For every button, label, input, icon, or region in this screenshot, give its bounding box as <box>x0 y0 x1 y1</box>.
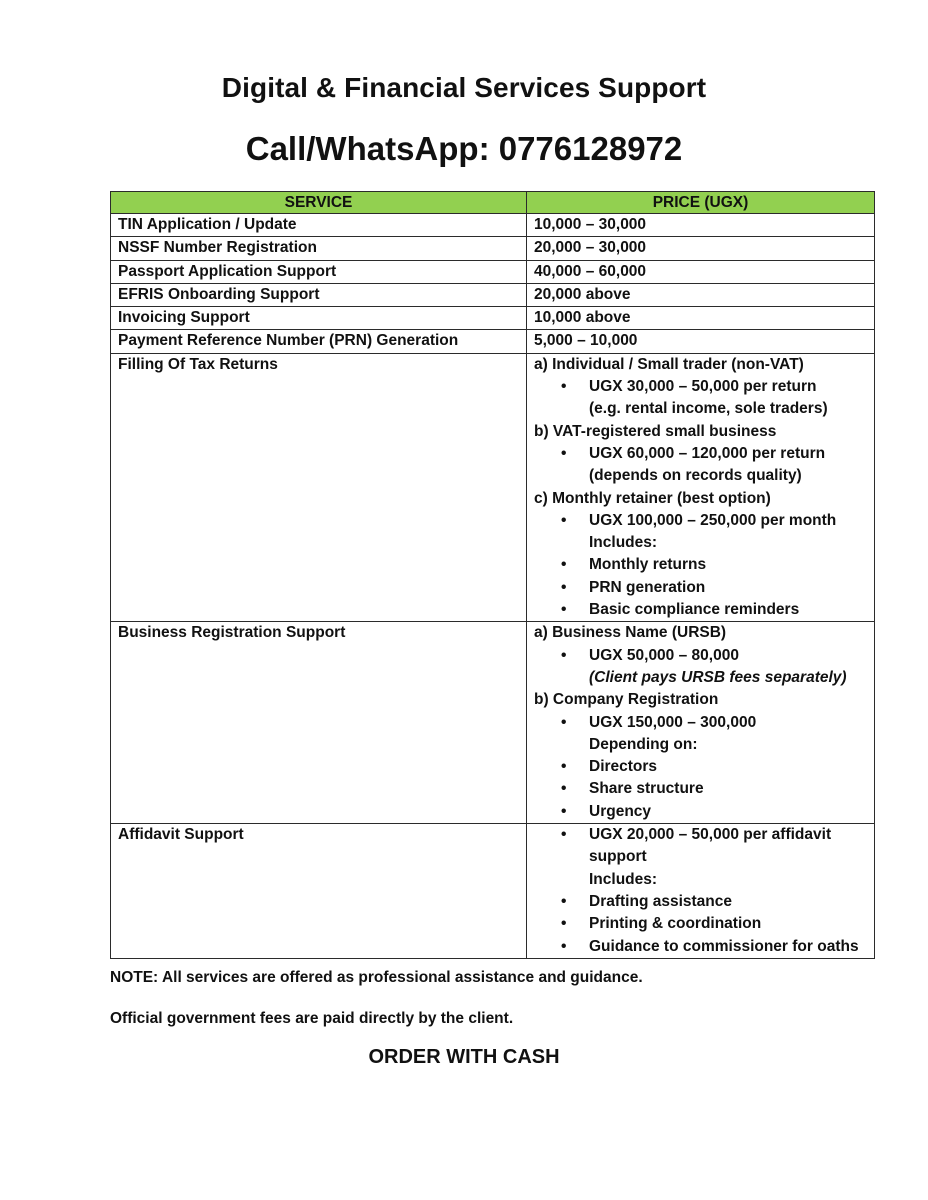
order-with-cash: ORDER WITH CASH <box>368 1046 560 1068</box>
price-bullet: • UGX 100,000 – 250,000 per month <box>534 510 867 532</box>
price-cell: 10,000 above <box>527 307 875 330</box>
list-item: • Printing & coordination <box>534 913 867 935</box>
includes-label: Includes: <box>589 870 658 888</box>
price-bullet: • UGX 60,000 – 120,000 per return <box>534 443 867 465</box>
option-header: c) Monthly retainer (best option) <box>534 489 771 507</box>
list-item: • Guidance to commissioner for oaths <box>534 936 867 958</box>
list-item: • Directors <box>534 756 867 778</box>
service-cell: Affidavit Support <box>111 824 527 959</box>
service-cell: Payment Reference Number (PRN) Generation <box>111 330 527 353</box>
pricing-table <box>110 191 875 959</box>
depending-label: Depending on: <box>589 735 698 753</box>
price-note: (e.g. rental income, sole traders) <box>589 400 828 418</box>
price-bullet: • UGX 30,000 – 50,000 per return <box>534 376 867 398</box>
option-header: b) VAT-registered small business <box>534 422 777 440</box>
column-header-price: PRICE (UGX) <box>527 192 875 214</box>
price-bullet: • UGX 20,000 – 50,000 per affidavit support <box>534 824 867 869</box>
option-header: b) Company Registration <box>534 691 719 709</box>
option-header: a) Individual / Small trader (non-VAT) <box>534 355 804 373</box>
table-row <box>111 260 875 283</box>
price-cell: 10,000 – 30,000 <box>527 214 875 237</box>
option-header: a) Business Name (URSB) <box>534 624 727 642</box>
table-row <box>111 283 875 306</box>
price-cell <box>527 622 875 824</box>
table-row <box>111 307 875 330</box>
fees-note: Official government fees are paid directly by the client. <box>110 1010 514 1027</box>
table-row-tax-returns <box>111 353 875 622</box>
price-cell: 20,000 above <box>527 283 875 306</box>
price-cell: 5,000 – 10,000 <box>527 330 875 353</box>
service-cell: TIN Application / Update <box>111 214 527 237</box>
table-header-row <box>111 192 875 214</box>
price-bullet: • UGX 150,000 – 300,000 <box>534 712 867 734</box>
service-cell: Invoicing Support <box>111 307 527 330</box>
table-row <box>111 237 875 260</box>
contact-line: Call/WhatsApp: 0776128972 <box>245 130 683 167</box>
price-note: (depends on records quality) <box>589 467 802 485</box>
service-cell: Filling Of Tax Returns <box>111 353 527 622</box>
service-cell: Passport Application Support <box>111 260 527 283</box>
table-row <box>111 330 875 353</box>
list-item: • Drafting assistance <box>534 891 867 913</box>
column-header-service: SERVICE <box>111 192 527 214</box>
list-item: • Urgency <box>534 801 867 823</box>
price-cell <box>527 824 875 959</box>
page-title: Digital & Financial Services Support <box>221 72 707 103</box>
service-cell: NSSF Number Registration <box>111 237 527 260</box>
table-row-affidavit <box>111 824 875 959</box>
table-row-business-registration <box>111 622 875 824</box>
service-cell: Business Registration Support <box>111 622 527 824</box>
price-cell <box>527 353 875 622</box>
price-note: (Client pays URSB fees separately) <box>589 668 847 686</box>
list-item: • PRN generation <box>534 577 867 599</box>
includes-label: Includes: <box>589 534 658 552</box>
table-row <box>111 214 875 237</box>
price-cell: 40,000 – 60,000 <box>527 260 875 283</box>
list-item: • Basic compliance reminders <box>534 599 867 621</box>
price-cell: 20,000 – 30,000 <box>527 237 875 260</box>
list-item: • Monthly returns <box>534 554 867 576</box>
note-text: NOTE: All services are offered as professional assistance and guidance. <box>110 969 643 986</box>
service-cell: EFRIS Onboarding Support <box>111 283 527 306</box>
list-item: • Share structure <box>534 778 867 800</box>
price-bullet: • UGX 50,000 – 80,000 <box>534 645 867 667</box>
